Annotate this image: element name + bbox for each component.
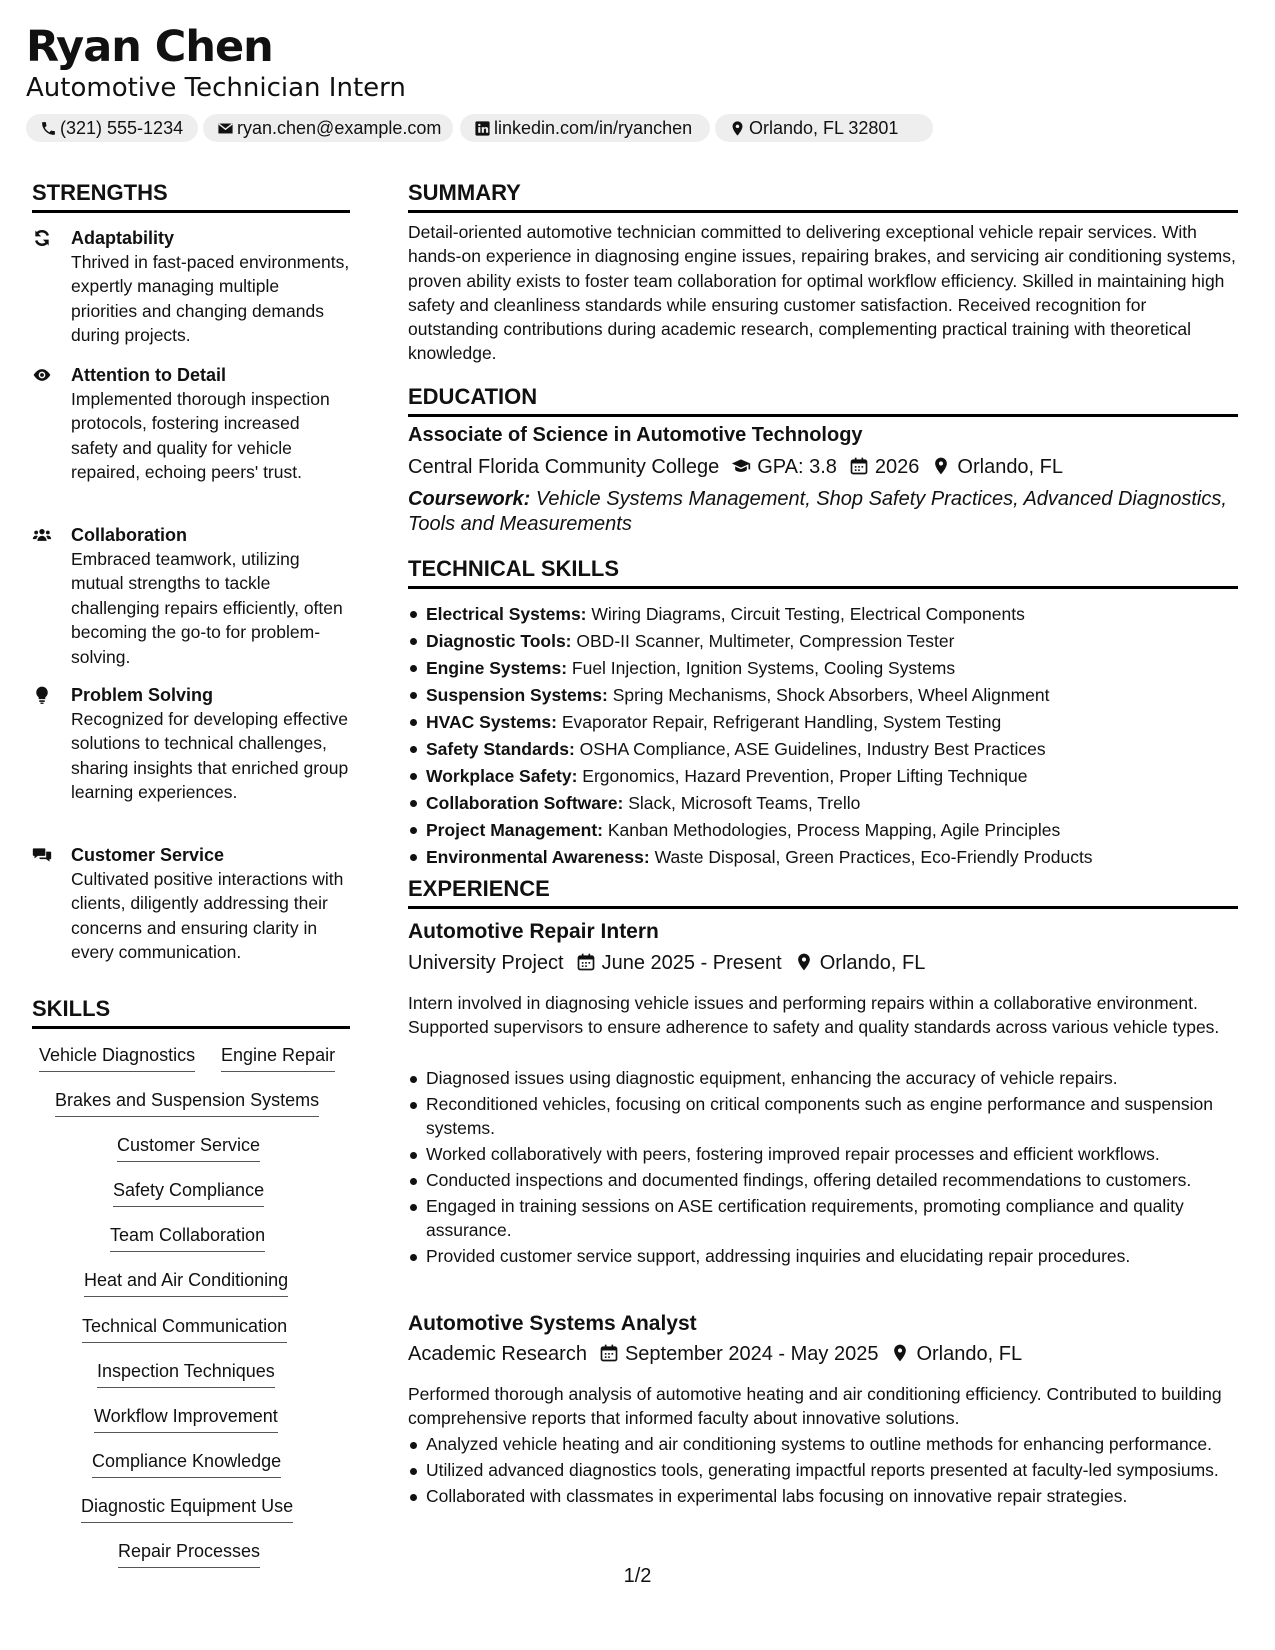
envelope-icon (217, 118, 237, 138)
tech-skill-item (408, 763, 1238, 790)
job-description: Intern involved in diagnosing vehicle issues and performing repairs within a collaborative environment. Supported supervisors to ensure adherence to safety and quality standards across various vehicle types. (408, 993, 1220, 1038)
candidate-role: Automotive Technician Intern (26, 73, 406, 103)
tech-skill-label: Suspension Systems: (426, 685, 608, 705)
skill-tag: Team Collaboration (110, 1223, 265, 1252)
summary-text: Detail-oriented automotive technician committed to delivering exceptional vehicle repair services. With hands-on experience in diagnosing engine issues, repairing brakes, and servicing air conditioning systems, proven ability exists to foster team collaboration for optimal workflow efficiency. Skilled in maintaining high safety and cleanliness standards while ensuring customer satisfaction. Received recognition for outstanding contributions during academic research, complementing practical training with theoretical knowledge. (408, 222, 1236, 364)
strength-collaboration (32, 523, 350, 669)
job-bullet: Worked collaboratively with peers, fostering improved repair processes and efficient workflows. (408, 1142, 1238, 1166)
tech-skill-item (408, 601, 1238, 628)
tech-skill-value: Wiring Diagrams, Circuit Testing, Electrical Components (591, 604, 1025, 624)
tech-skill-value: OSHA Compliance, ASE Guidelines, Industry Best Practices (579, 739, 1046, 759)
skill-tag: Brakes and Suspension Systems (55, 1088, 319, 1117)
skill-tag: Vehicle Diagnostics (39, 1043, 195, 1072)
strength-customer-service (32, 843, 350, 965)
comments-icon (32, 845, 54, 865)
calendar-icon (837, 456, 875, 478)
tech-skill-item (408, 844, 1238, 871)
contact-phone[interactable] (26, 114, 198, 142)
education-degree: Associate of Science in Automotive Technology (408, 424, 863, 446)
skills-heading: SKILLS (32, 996, 350, 1029)
tech-skill-label: Workplace Safety: (426, 766, 578, 786)
education-gpa: GPA: 3.8 (757, 456, 837, 478)
skill-tag: Workflow Improvement (94, 1404, 278, 1433)
graduation-cap-icon (719, 456, 757, 478)
tech-skill-label: Safety Standards: (426, 739, 575, 759)
tech-skill-value: Slack, Microsoft Teams, Trello (628, 793, 861, 813)
strength-description: Recognized for developing effective solutions to technical challenges, sharing insights that enriched group learning experiences. (71, 709, 349, 803)
tech-skill-value: Evaporator Repair, Refrigerant Handling, System Testing (561, 712, 1002, 732)
contact-linkedin-text: linkedin.com/in/ryanchen (494, 118, 693, 138)
strength-description: Thrived in fast-paced environments, expertly managing multiple priorities and changing demands during projects. (71, 252, 350, 346)
tech-skill-item (408, 682, 1238, 709)
skill-tag: Technical Communication (82, 1314, 287, 1343)
job-bullets (408, 1432, 1238, 1510)
tech-skill-item (408, 817, 1238, 844)
tech-skill-item (408, 736, 1238, 763)
candidate-name: Ryan Chen (26, 22, 273, 72)
contact-email-text: ryan.chen@example.com (237, 118, 442, 138)
tech-skill-label: Engine Systems: (426, 658, 568, 678)
strength-adaptability (32, 226, 350, 348)
job-bullet: Diagnosed issues using diagnostic equipment, enhancing the accuracy of vehicle repairs. (408, 1066, 1238, 1090)
strength-problem-solving (32, 683, 350, 805)
skill-tag: Compliance Knowledge (92, 1449, 281, 1478)
job-bullet: Analyzed vehicle heating and air conditioning systems to outline methods for enhancing performance. (408, 1432, 1238, 1456)
contact-phone-text: (321) 555-1234 (60, 118, 184, 138)
job-title: Automotive Repair Intern (408, 920, 659, 943)
coursework-text: Vehicle Systems Management, Shop Safety Practices, Advanced Diagnostics, Tools and Measurements (408, 488, 1227, 535)
tech-skill-label: Environmental Awareness: (426, 847, 650, 867)
users-icon (32, 525, 54, 545)
calendar-icon (564, 952, 602, 974)
contact-linkedin[interactable] (460, 114, 710, 142)
map-pin-icon (782, 952, 820, 974)
skill-tag: Engine Repair (221, 1043, 335, 1072)
tech-skill-label: Collaboration Software: (426, 793, 624, 813)
contact-location-text: Orlando, FL 32801 (749, 118, 899, 138)
tech-skill-item (408, 628, 1238, 655)
tech-skill-value: Spring Mechanisms, Shock Absorbers, Wheel Alignment (612, 685, 1050, 705)
strength-title: Collaboration (71, 525, 187, 545)
job-title: Automotive Systems Analyst (408, 1312, 697, 1335)
tech-skill-item (408, 709, 1238, 736)
technical-skills-heading: TECHNICAL SKILLS (408, 556, 1238, 589)
job-description: Performed thorough analysis of automotive heating and air conditioning efficiency. Contributed to building comprehensive reports that informed faculty about innovative solutions. (408, 1384, 1222, 1429)
tech-skill-item (408, 790, 1238, 817)
page-number: 1/2 (623, 1565, 652, 1587)
tech-skill-value: Ergonomics, Hazard Prevention, Proper Lifting Technique (582, 766, 1028, 786)
job-bullet: Provided customer service support, addressing inquiries and elucidating repair procedures. (408, 1244, 1238, 1268)
contact-location[interactable] (715, 114, 933, 142)
strength-title: Adaptability (71, 228, 175, 248)
job-org: University Project (408, 952, 564, 974)
job-bullet: Reconditioned vehicles, focusing on critical components such as engine performance and suspension systems. (408, 1092, 1238, 1141)
linkedin-icon (474, 118, 494, 138)
tech-skill-label: Project Management: (426, 820, 603, 840)
skill-tag: Repair Processes (118, 1539, 260, 1568)
job-bullet: Conducted inspections and documented findings, offering detailed recommendations to customers. (408, 1168, 1238, 1192)
education-year: 2026 (874, 456, 920, 478)
skill-tag: Inspection Techniques (97, 1359, 275, 1388)
job-bullet: Engaged in training sessions on ASE certification requirements, promoting compliance and quality assurance. (408, 1194, 1238, 1243)
map-pin-icon (919, 456, 957, 478)
skill-tag: Customer Service (117, 1133, 260, 1162)
job-location: Orlando, FL (916, 1343, 1023, 1365)
tech-skill-item (408, 655, 1238, 682)
tech-skill-label: HVAC Systems: (426, 712, 557, 732)
job-dates: June 2025 - Present (601, 952, 782, 974)
tech-skill-value: Waste Disposal, Green Practices, Eco-Friendly Products (654, 847, 1093, 867)
eye-icon (32, 365, 54, 385)
education-school: Central Florida Community College (408, 456, 720, 478)
calendar-icon (587, 1343, 625, 1365)
contact-email[interactable] (203, 114, 453, 142)
skill-tag: Heat and Air Conditioning (84, 1268, 288, 1297)
education-meta (408, 456, 1063, 479)
technical-skills-list (408, 601, 1238, 871)
strength-description: Implemented thorough inspection protocols, fostering increased safety and quality for vehicle repaired, echoing peers' trust. (71, 389, 330, 483)
education-coursework (408, 487, 1238, 536)
summary-heading: SUMMARY (408, 180, 1238, 213)
job-meta (408, 952, 925, 975)
strength-attention-to-detail (32, 363, 350, 485)
job-bullet: Utilized advanced diagnostics tools, generating impactful reports presented at faculty-led symposiums. (408, 1458, 1238, 1482)
job-location: Orlando, FL (819, 952, 926, 974)
tech-skill-value: Fuel Injection, Ignition Systems, Cooling Systems (571, 658, 956, 678)
strengths-heading: STRENGTHS (32, 180, 350, 213)
strength-title: Customer Service (71, 845, 225, 865)
education-location: Orlando, FL (957, 456, 1064, 478)
job-meta (408, 1343, 1022, 1366)
tech-skill-label: Diagnostic Tools: (426, 631, 572, 651)
lightbulb-icon (32, 685, 54, 705)
map-pin-icon (729, 118, 749, 138)
tech-skill-label: Electrical Systems: (426, 604, 587, 624)
phone-icon (40, 118, 60, 138)
coursework-label: Coursework: (408, 488, 531, 510)
experience-heading: EXPERIENCE (408, 876, 1238, 909)
strength-description: Embraced teamwork, utilizing mutual strengths to tackle challenging repairs efficiently, often becoming the go-to for problem-solving. (71, 549, 343, 667)
strength-description: Cultivated positive interactions with clients, diligently addressing their concerns and ensuring clarity in every communication. (71, 869, 344, 963)
strength-title: Problem Solving (71, 685, 214, 705)
job-org: Academic Research (408, 1343, 587, 1365)
strength-title: Attention to Detail (71, 365, 226, 385)
education-heading: EDUCATION (408, 384, 1238, 417)
sync-icon (32, 228, 54, 248)
tech-skill-value: OBD-II Scanner, Multimeter, Compression Tester (576, 631, 955, 651)
tech-skill-value: Kanban Methodologies, Process Mapping, Agile Principles (607, 820, 1061, 840)
skill-tag: Safety Compliance (113, 1178, 264, 1207)
map-pin-icon (878, 1343, 916, 1365)
job-bullets (408, 1066, 1238, 1270)
job-dates: September 2024 - May 2025 (624, 1343, 879, 1365)
job-bullet: Collaborated with classmates in experimental labs focusing on innovative repair strategies. (408, 1484, 1238, 1508)
skill-tag: Diagnostic Equipment Use (81, 1494, 293, 1523)
